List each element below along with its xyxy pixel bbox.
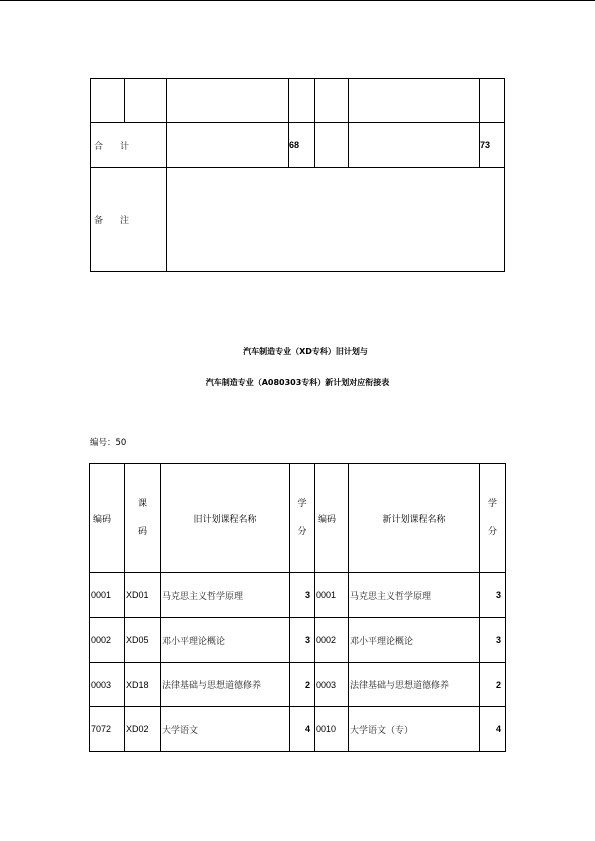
table-row: [90, 707, 506, 752]
new-course-name: 邓小平理论概论: [349, 618, 480, 663]
new-code: 0001: [315, 573, 349, 618]
course-code: XD02: [125, 707, 161, 752]
header-course-code-bottom: 码: [137, 527, 147, 537]
old-credit: 2: [290, 663, 315, 707]
title-line-2: 汽车制造专业（A080303专科）新计划对应衔接表: [205, 378, 390, 387]
old-code: 0002: [90, 618, 125, 663]
header-course-code-top: 课: [137, 499, 147, 509]
note-label: 备 注: [91, 168, 167, 272]
total-new-credits: 73: [480, 123, 505, 168]
empty-cell: [480, 79, 505, 123]
total-old-credits: 68: [289, 123, 315, 168]
header-old-code: 编码: [90, 464, 125, 573]
new-code: 0010: [315, 707, 349, 752]
note-row: [91, 168, 505, 272]
header-old-name: 旧计划课程名称: [161, 464, 290, 573]
continued-table: [90, 78, 505, 272]
header-new-credit: [480, 464, 506, 573]
old-course-name: 马克思主义哲学原理: [161, 573, 290, 618]
old-course-name: 大学语文: [161, 707, 290, 752]
new-course-name: 马克思主义哲学原理: [349, 573, 480, 618]
old-code: 0003: [90, 663, 125, 707]
header-course-code: [125, 464, 161, 573]
old-credit: 4: [290, 707, 315, 752]
course-code: XD18: [125, 663, 161, 707]
table-row: [90, 618, 506, 663]
empty-cell: [289, 79, 315, 123]
old-credit: 3: [290, 618, 315, 663]
header-new-name: 新计划课程名称: [349, 464, 480, 573]
new-course-name: 法律基础与思想道德修养: [349, 663, 480, 707]
old-course-name: 邓小平理论概论: [161, 618, 290, 663]
empty-row: [91, 79, 505, 123]
new-course-name: 大学语文（专）: [349, 707, 480, 752]
empty-cell: [125, 79, 167, 123]
empty-cell: [349, 79, 480, 123]
empty-cell: [167, 79, 289, 123]
old-credit: 3: [290, 573, 315, 618]
total-row: [91, 123, 505, 168]
header-new-code: 编码: [315, 464, 349, 573]
empty-cell: [315, 123, 349, 168]
total-label: 合 计: [91, 123, 167, 168]
empty-cell: [91, 79, 125, 123]
new-code: 0003: [315, 663, 349, 707]
page-top-rule: [0, 0, 595, 1]
old-code: 7072: [90, 707, 125, 752]
empty-cell: [167, 123, 289, 168]
new-credit: 3: [480, 618, 506, 663]
table-row: [90, 573, 506, 618]
header-old-credit: [290, 464, 315, 573]
note-content: [167, 168, 505, 272]
course-code: XD05: [125, 618, 161, 663]
new-credit: 2: [480, 663, 506, 707]
course-mapping-table: [89, 463, 506, 752]
empty-cell: [349, 123, 480, 168]
empty-cell: [315, 79, 349, 123]
header-new-credit-top: 学: [487, 499, 497, 509]
old-course-name: 法律基础与思想道德修养: [161, 663, 290, 707]
header-old-credit-bottom: 分: [297, 527, 307, 537]
table-row: [90, 663, 506, 707]
new-credit: 3: [480, 573, 506, 618]
old-code: 0001: [90, 573, 125, 618]
course-code: XD01: [125, 573, 161, 618]
header-row: [90, 464, 506, 573]
new-credit: 4: [480, 707, 506, 752]
new-code: 0002: [315, 618, 349, 663]
serial-number: 编号：50: [90, 438, 127, 448]
header-new-credit-bottom: 分: [487, 527, 497, 537]
header-old-credit-top: 学: [297, 499, 307, 509]
title-line-1: 汽车制造专业（XD专科）旧计划与: [243, 347, 368, 356]
